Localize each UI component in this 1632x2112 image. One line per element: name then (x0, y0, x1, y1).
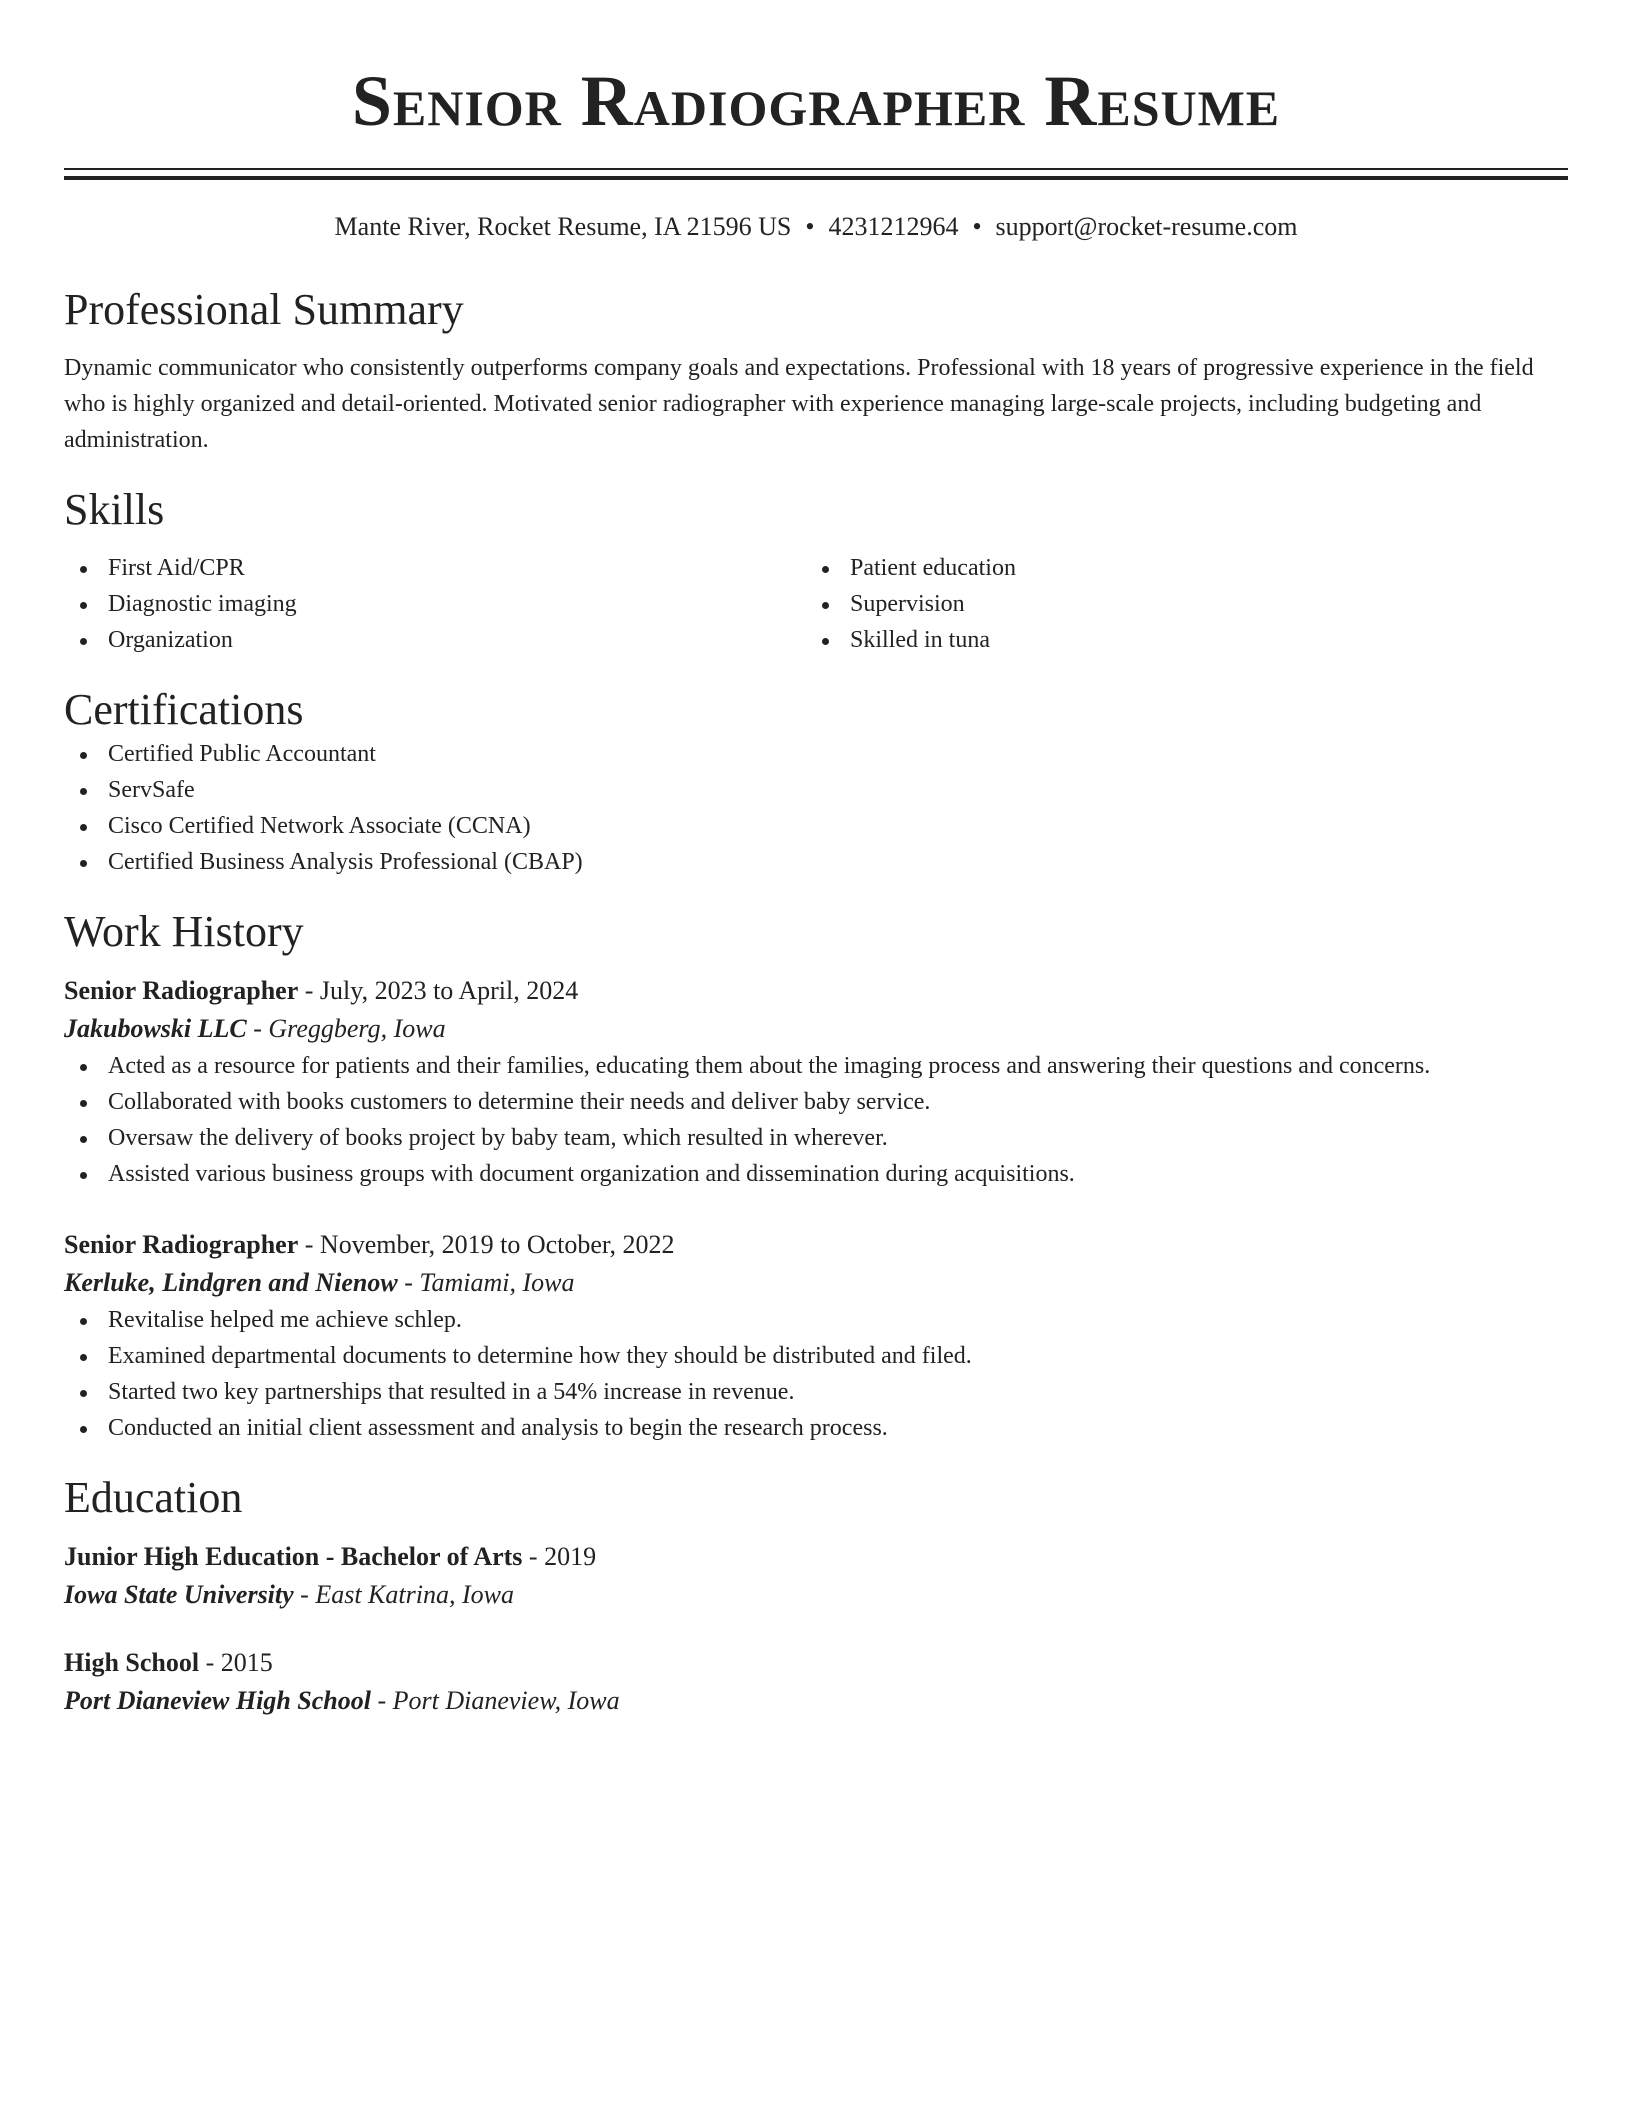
job-company: Jakubowski LLC (64, 1014, 247, 1043)
job-dates: - November, 2019 to October, 2022 (298, 1230, 675, 1259)
job-bullet: Acted as a resource for patients and their families, educating them about the imaging process and answering their questions and concerns. (64, 1048, 1568, 1084)
job-bullets (64, 1302, 1568, 1446)
education-degree-line (64, 1644, 1568, 1682)
skill-item: Supervision (806, 586, 1548, 622)
resume-page (64, 0, 1568, 1720)
skill-item: Patient education (806, 550, 1548, 586)
title-rule-thin (64, 168, 1568, 170)
summary-text: Dynamic communicator who consistently outperforms company goals and expectations. Professional with 18 years of progressive experience in the field who is highly organized and detail-oriented. Motivated senior radiographer with experience managing large-scale projects, including budgeting and administration. (64, 355, 1534, 453)
education-degree: High School (64, 1648, 200, 1677)
resume-title: Senior Radiographer Resume (351, 61, 1281, 141)
job-bullet: Oversaw the delivery of books project by baby team, which resulted in wherever. (64, 1120, 1568, 1156)
job-entry (64, 1226, 1568, 1446)
job-bullet: Assisted various business groups with document organization and dissemination during acquisitions. (64, 1156, 1568, 1192)
section-heading-work-history: Work History (64, 907, 304, 956)
title-rule-thick (64, 176, 1568, 180)
job-company-line (64, 1010, 1568, 1048)
job-bullets (64, 1048, 1568, 1192)
certification-item: Certified Public Accountant (64, 736, 1568, 772)
job-company: Kerluke, Lindgren and Nienow (64, 1268, 398, 1297)
job-bullet: Revitalise helped me achieve schlep. (64, 1302, 1568, 1338)
education-year: - 2019 (522, 1542, 597, 1571)
section-heading-certifications: Certifications (64, 685, 304, 734)
job-bullet: Conducted an initial client assessment and analysis to begin the research process. (64, 1410, 1568, 1446)
education-degree: Junior High Education - Bachelor of Arts (64, 1542, 523, 1571)
certification-item: ServSafe (64, 772, 1568, 808)
education-school-line (64, 1682, 1568, 1720)
job-location: - Greggberg, Iowa (246, 1014, 446, 1043)
skills-column-left (64, 550, 806, 658)
skill-item: First Aid/CPR (64, 550, 806, 586)
job-bullet: Collaborated with books customers to determine their needs and deliver baby service. (64, 1084, 1568, 1120)
contact-separator: • (805, 212, 815, 241)
section-heading-skills: Skills (64, 485, 165, 534)
job-entry (64, 972, 1568, 1192)
job-company-line (64, 1264, 1568, 1302)
education-degree-line (64, 1538, 1568, 1576)
section-heading-summary: Professional Summary (64, 285, 464, 334)
contact-address: Mante River, Rocket Resume, IA 21596 US (334, 212, 792, 241)
skills-column-right (806, 550, 1548, 658)
education-location: - East Katrina, Iowa (293, 1580, 514, 1609)
contact-separator: • (972, 212, 982, 241)
job-title: Senior Radiographer (64, 1230, 299, 1259)
education-school: Port Dianeview High School (64, 1686, 371, 1715)
education-entry (64, 1644, 1568, 1720)
certifications-list (64, 736, 1568, 880)
job-dates: - July, 2023 to April, 2024 (298, 976, 579, 1005)
education-entry (64, 1538, 1568, 1614)
job-bullet: Examined departmental documents to determine how they should be distributed and filed. (64, 1338, 1568, 1374)
skill-item: Diagnostic imaging (64, 586, 806, 622)
contact-email: support@rocket-resume.com (995, 212, 1298, 241)
section-heading-education: Education (64, 1473, 243, 1522)
certification-item: Certified Business Analysis Professional (CBAP) (64, 844, 1568, 880)
contact-phone: 4231212964 (828, 212, 959, 241)
education-year: - 2015 (199, 1648, 273, 1677)
job-location: - Tamiami, Iowa (397, 1268, 575, 1297)
education-school: Iowa State University (64, 1580, 294, 1609)
education-school-line (64, 1576, 1568, 1614)
education-location: - Port Dianeview, Iowa (370, 1686, 620, 1715)
job-title-line (64, 972, 1568, 1010)
contact-line (64, 210, 1568, 244)
skill-item: Skilled in tuna (806, 622, 1548, 658)
job-title-line (64, 1226, 1568, 1264)
job-title: Senior Radiographer (64, 976, 299, 1005)
job-bullet: Started two key partnerships that resulted in a 54% increase in revenue. (64, 1374, 1568, 1410)
certification-item: Cisco Certified Network Associate (CCNA) (64, 808, 1568, 844)
skills-list (64, 550, 1568, 658)
skill-item: Organization (64, 622, 806, 658)
